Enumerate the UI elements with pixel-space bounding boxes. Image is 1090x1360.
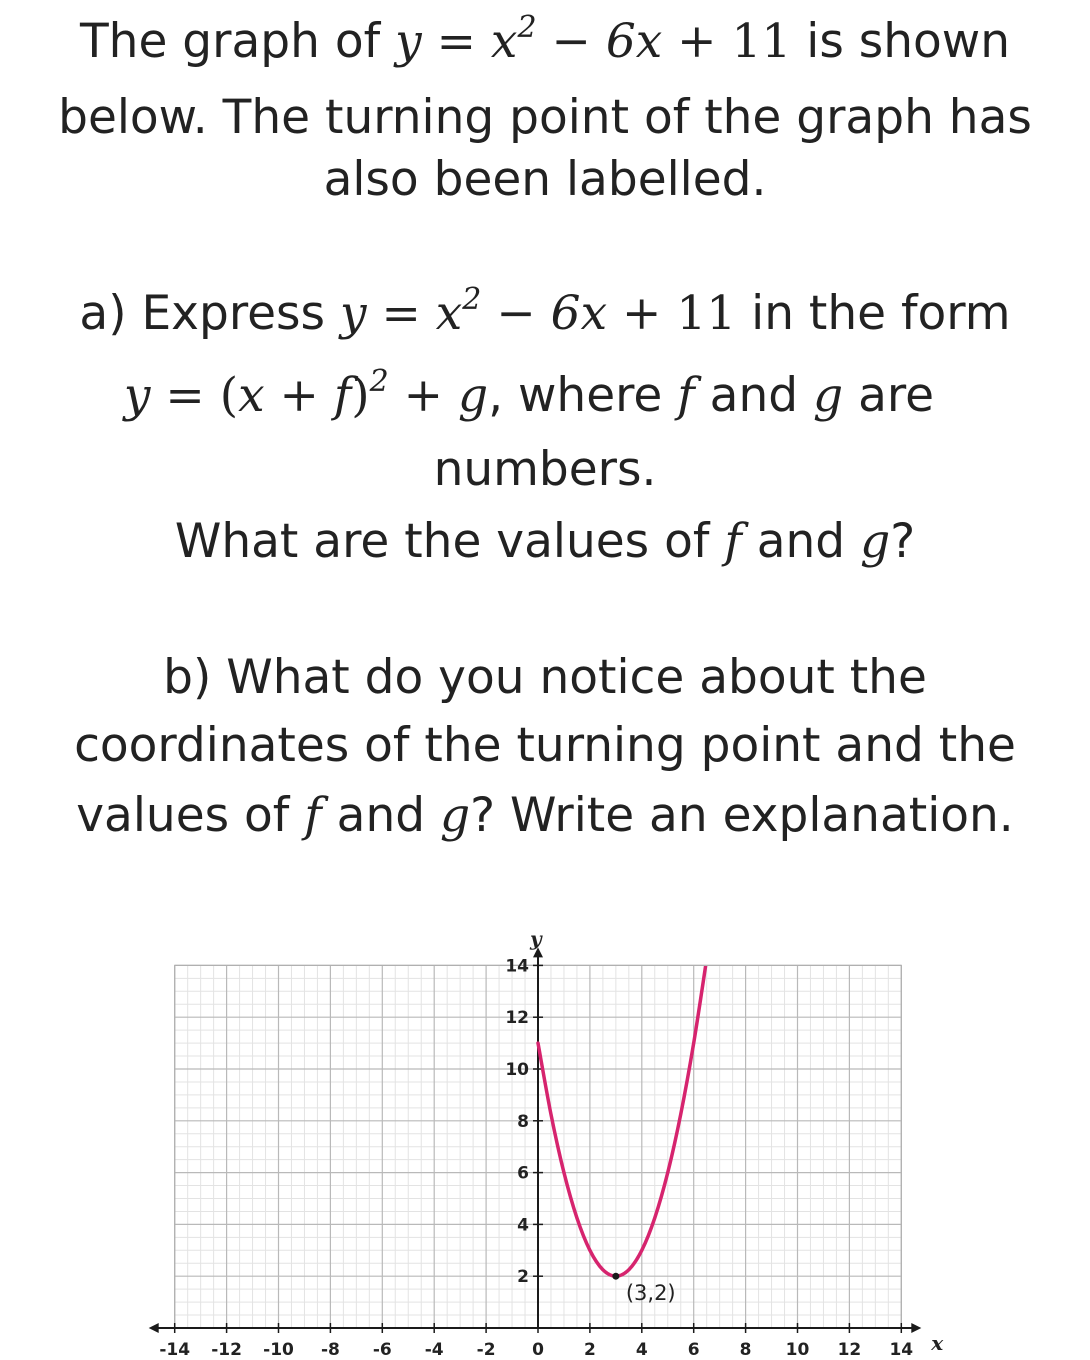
- var-f: f: [724, 514, 742, 569]
- y-tick-label: 10: [505, 1060, 529, 1080]
- parabola-curve: [538, 959, 707, 1276]
- x-tick-label: 4: [635, 1340, 648, 1360]
- part-b-line-2: coordinates of the turning point and the: [74, 718, 1016, 773]
- y-tick-label: 12: [505, 1008, 529, 1029]
- var-f: f: [677, 368, 695, 423]
- part-a-are: are: [858, 368, 935, 423]
- equation-2: $y = x^2 - 6x + 11$: [339, 282, 737, 341]
- part-a-and: and: [709, 368, 799, 423]
- x-tick-label: -8: [320, 1340, 340, 1360]
- x-tick-label: -6: [372, 1340, 392, 1360]
- x-tick-label: 2: [583, 1340, 596, 1360]
- intro-line-2: below. The turning point of the graph has: [58, 90, 1032, 145]
- part-a-ask-and: and: [756, 514, 846, 569]
- part-b-and: and: [336, 788, 426, 843]
- completed-square-form: $y = (x + f)^2 + g$: [123, 364, 489, 423]
- x-tick-label: -10: [263, 1340, 294, 1360]
- intro-line1-suffix: is shown: [806, 14, 1011, 69]
- y-tick-label: 8: [517, 1111, 529, 1132]
- part-b-line-1: b) What do you notice about the: [163, 650, 927, 705]
- curve-layer: [538, 959, 707, 1276]
- var-f: f: [304, 788, 322, 843]
- x-tick-label: -2: [476, 1340, 496, 1360]
- turning-point-marker: [612, 1273, 619, 1280]
- y-tick-label: 6: [517, 1163, 529, 1184]
- x-tick-label: 10: [785, 1340, 810, 1360]
- x-tick-label: 6: [687, 1340, 700, 1360]
- part-a-ask-prefix: What are the values of: [174, 514, 710, 569]
- x-tick-label: 12: [837, 1340, 862, 1360]
- part-b-prefix: values of: [76, 788, 290, 843]
- y-tick-label: 14: [505, 956, 529, 977]
- axes: [149, 947, 922, 1333]
- y-tick-label: 2: [517, 1267, 529, 1288]
- part-a-where: , where: [488, 368, 663, 423]
- turning-point-label: (3,2): [625, 1281, 676, 1306]
- y-axis-label: y: [530, 926, 542, 951]
- x-tick-label: -4: [424, 1340, 444, 1360]
- var-g: g: [440, 788, 471, 843]
- x-tick-label: 14: [889, 1340, 914, 1360]
- intro-line-3: also been labelled.: [323, 152, 767, 207]
- x-tick-label: 0: [532, 1340, 544, 1360]
- part-b-suffix: ? Write an explanation.: [470, 788, 1014, 843]
- var-g: g: [860, 514, 891, 569]
- x-tick-label: 8: [739, 1340, 752, 1360]
- part-a-ask-end: ?: [890, 514, 916, 569]
- part-a-prefix: a) Express: [79, 286, 325, 341]
- x-tick-label: -14: [159, 1340, 191, 1360]
- x-axis-right-arrow: [911, 1323, 921, 1333]
- part-a-suffix: in the form: [751, 286, 1011, 341]
- part-a-line-3: numbers.: [433, 442, 657, 497]
- intro-line1-prefix: The graph of: [79, 14, 381, 69]
- x-axis-left-arrow: [149, 1323, 159, 1333]
- x-tick-label: -12: [211, 1340, 242, 1360]
- var-g: g: [813, 368, 844, 423]
- equation-1: $y = x^2 - 6x + 11$: [395, 10, 792, 69]
- y-tick-label: 4: [517, 1215, 529, 1236]
- x-axis-label: x: [931, 1331, 944, 1355]
